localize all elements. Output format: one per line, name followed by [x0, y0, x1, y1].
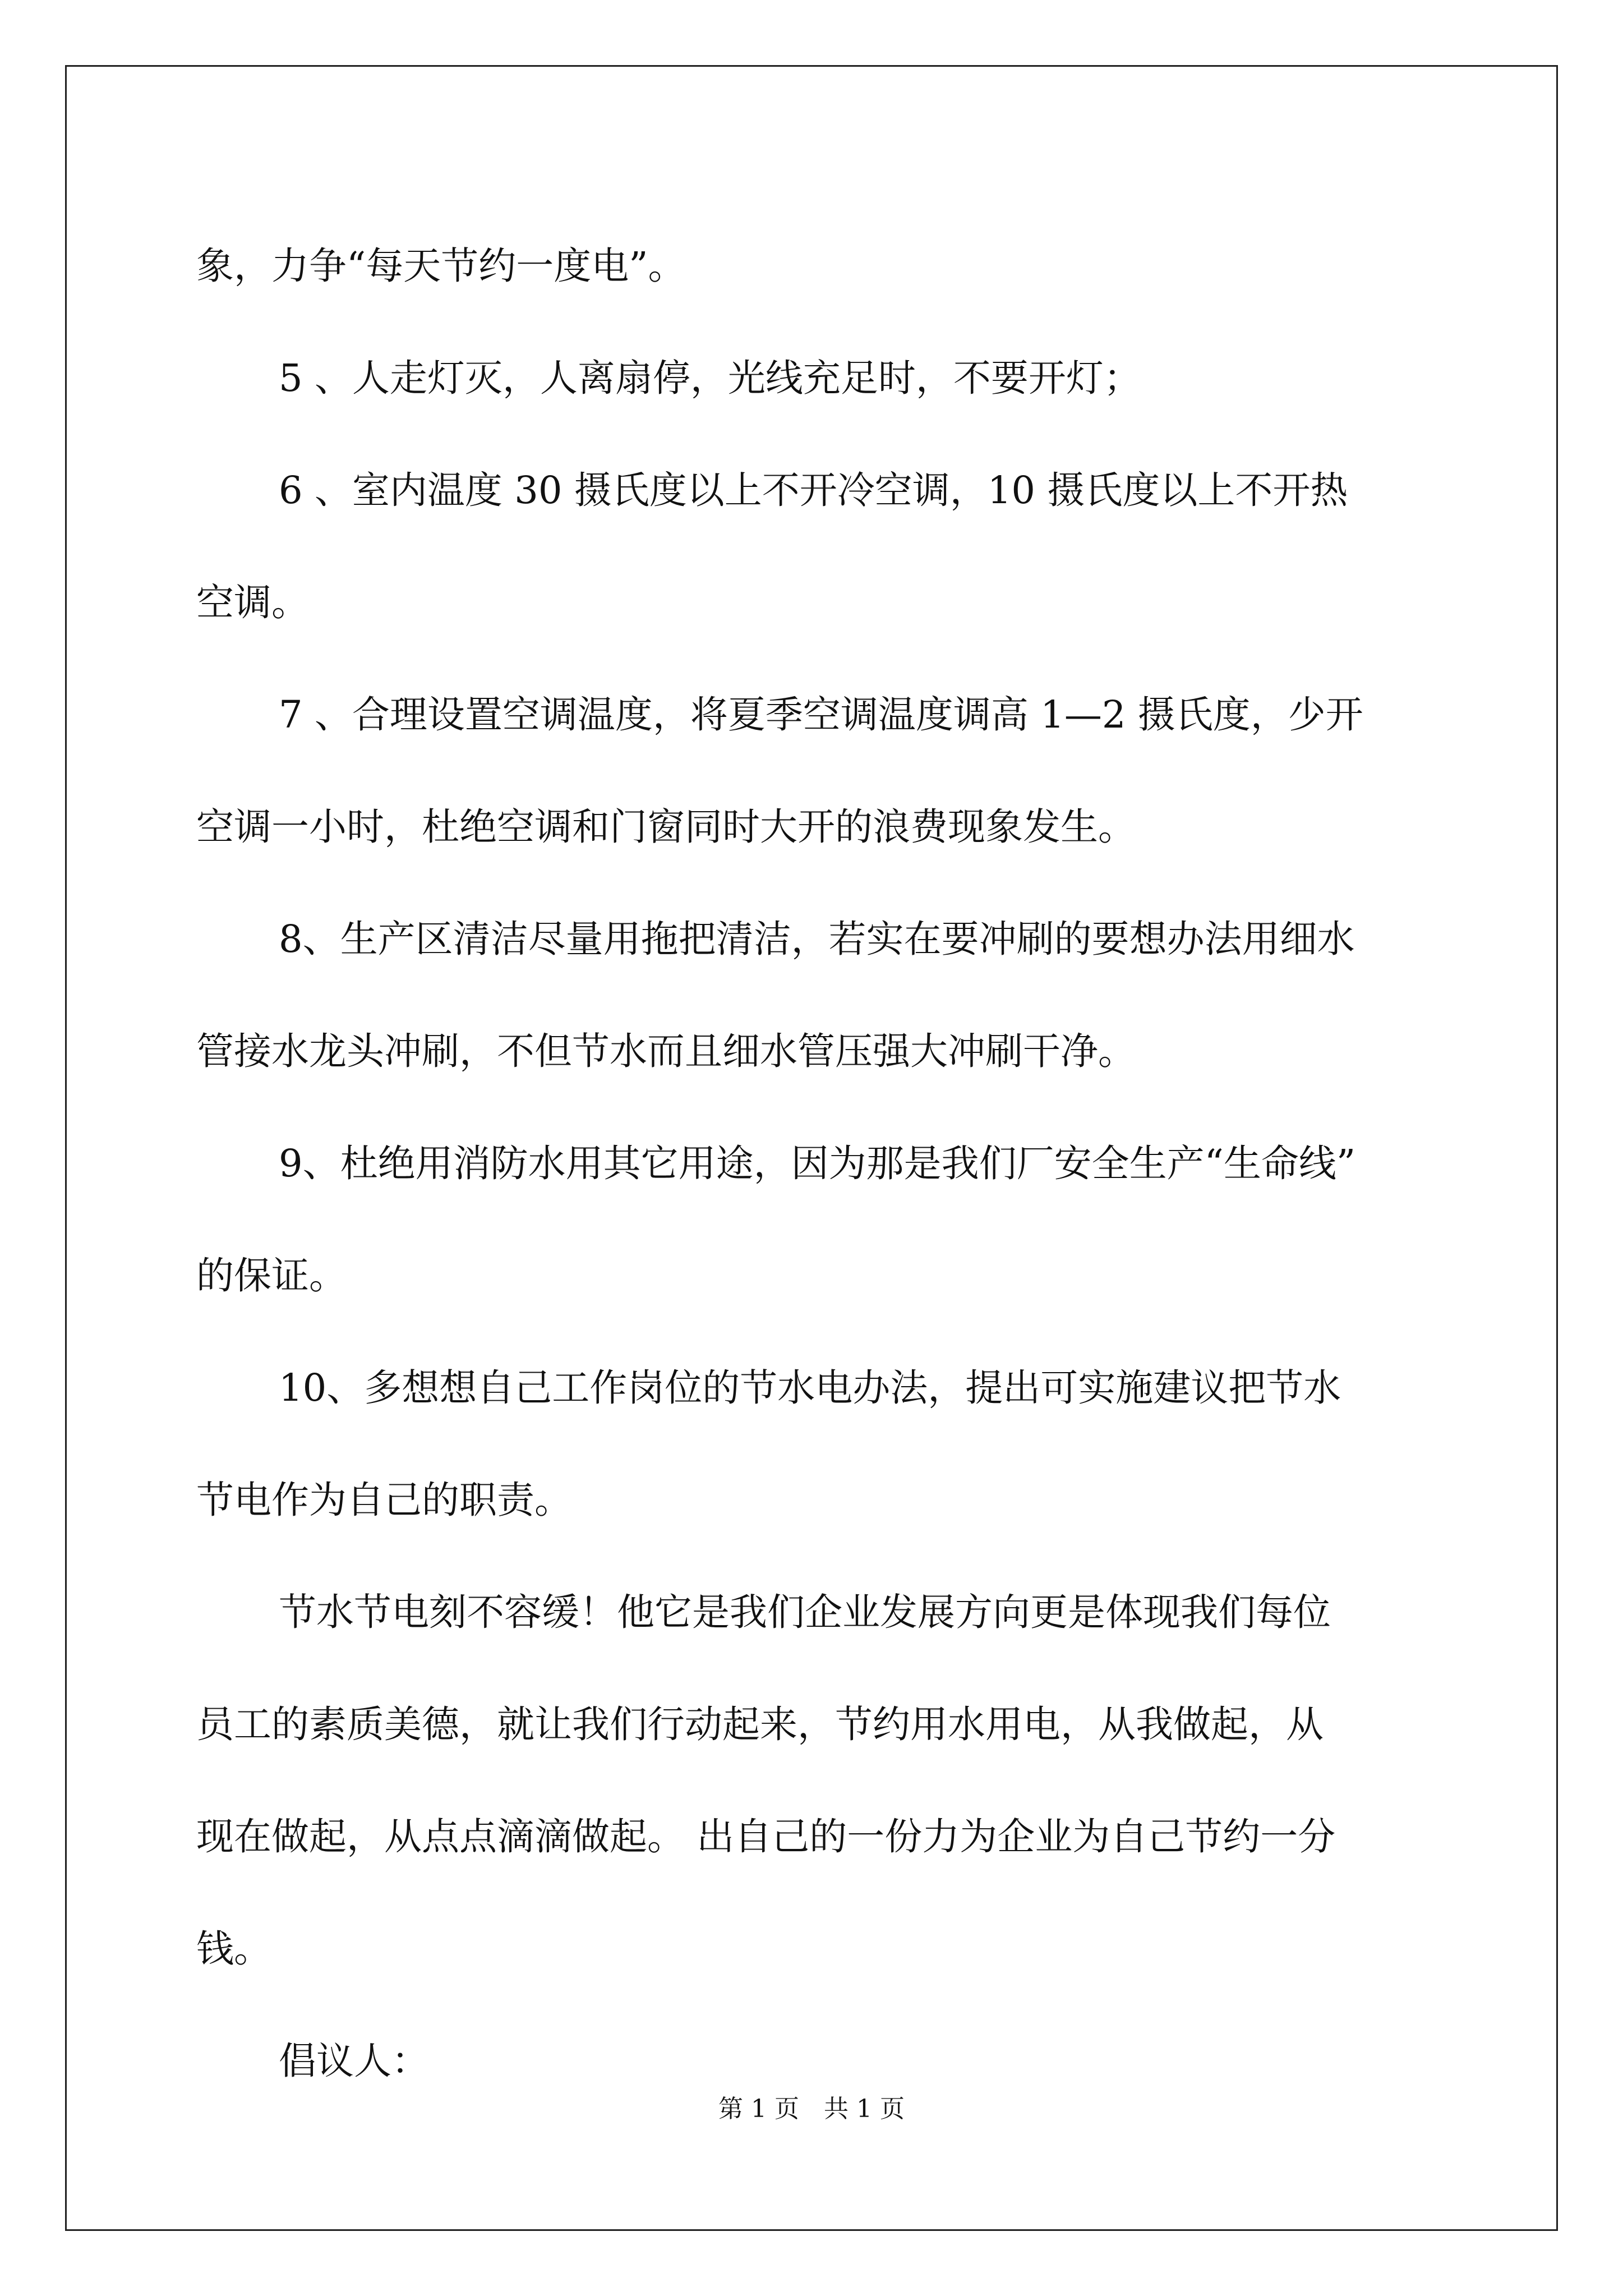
- text-line: 员工的素质美德，就让我们行动起来，节约用水用电，从我做起，从: [196, 1703, 1324, 1746]
- text-line: 节水节电刻不容缓！他它是我们企业发展方向更是体现我们每位: [279, 1590, 1331, 1634]
- text-line: 节电作为自己的职责。: [196, 1478, 572, 1522]
- text-line: 空调一小时，杜绝空调和门窗同时大开的浪费现象发生。: [196, 805, 1136, 849]
- document-body: [196, 210, 1427, 2117]
- text-line: 8、生产区清洁尽量用拖把清洁，若实在要冲刷的要想办法用细水: [279, 917, 1355, 961]
- text-line: 象，力争“每天节约一度电”。: [196, 244, 686, 288]
- text-line: 空调。: [196, 581, 309, 624]
- text-line: 现在做起，从点点滴滴做起。 出自己的一份力为企业为自己节约一分: [196, 1815, 1336, 1858]
- text-line: 7 、合理设置空调温度，将夏季空调温度调高 1—2 摄氏度，少开: [279, 693, 1363, 737]
- text-line: 的保证。: [196, 1254, 347, 1297]
- signature-label: 倡议人：: [279, 2039, 429, 2083]
- page-number-footer: 第 1 页 共 1 页: [718, 2095, 905, 2123]
- text-line: 钱。: [196, 1927, 271, 1971]
- text-line: 6 、室内温度 30 摄氏度以上不开冷空调，10 摄氏度以上不开热: [279, 468, 1348, 512]
- text-line: 5 、人走灯灭，人离扇停，光线充足时，不要开灯；: [279, 356, 1141, 400]
- text-line: 10、多想想自己工作岗位的节水电办法，提出可实施建议把节水: [279, 1366, 1341, 1410]
- text-line: 管接水龙头冲刷，不但节水而且细水管压强大冲刷干净。: [196, 1029, 1136, 1073]
- text-line: 9、杜绝用消防水用其它用途，因为那是我们厂安全生产“生命线”: [279, 1142, 1356, 1185]
